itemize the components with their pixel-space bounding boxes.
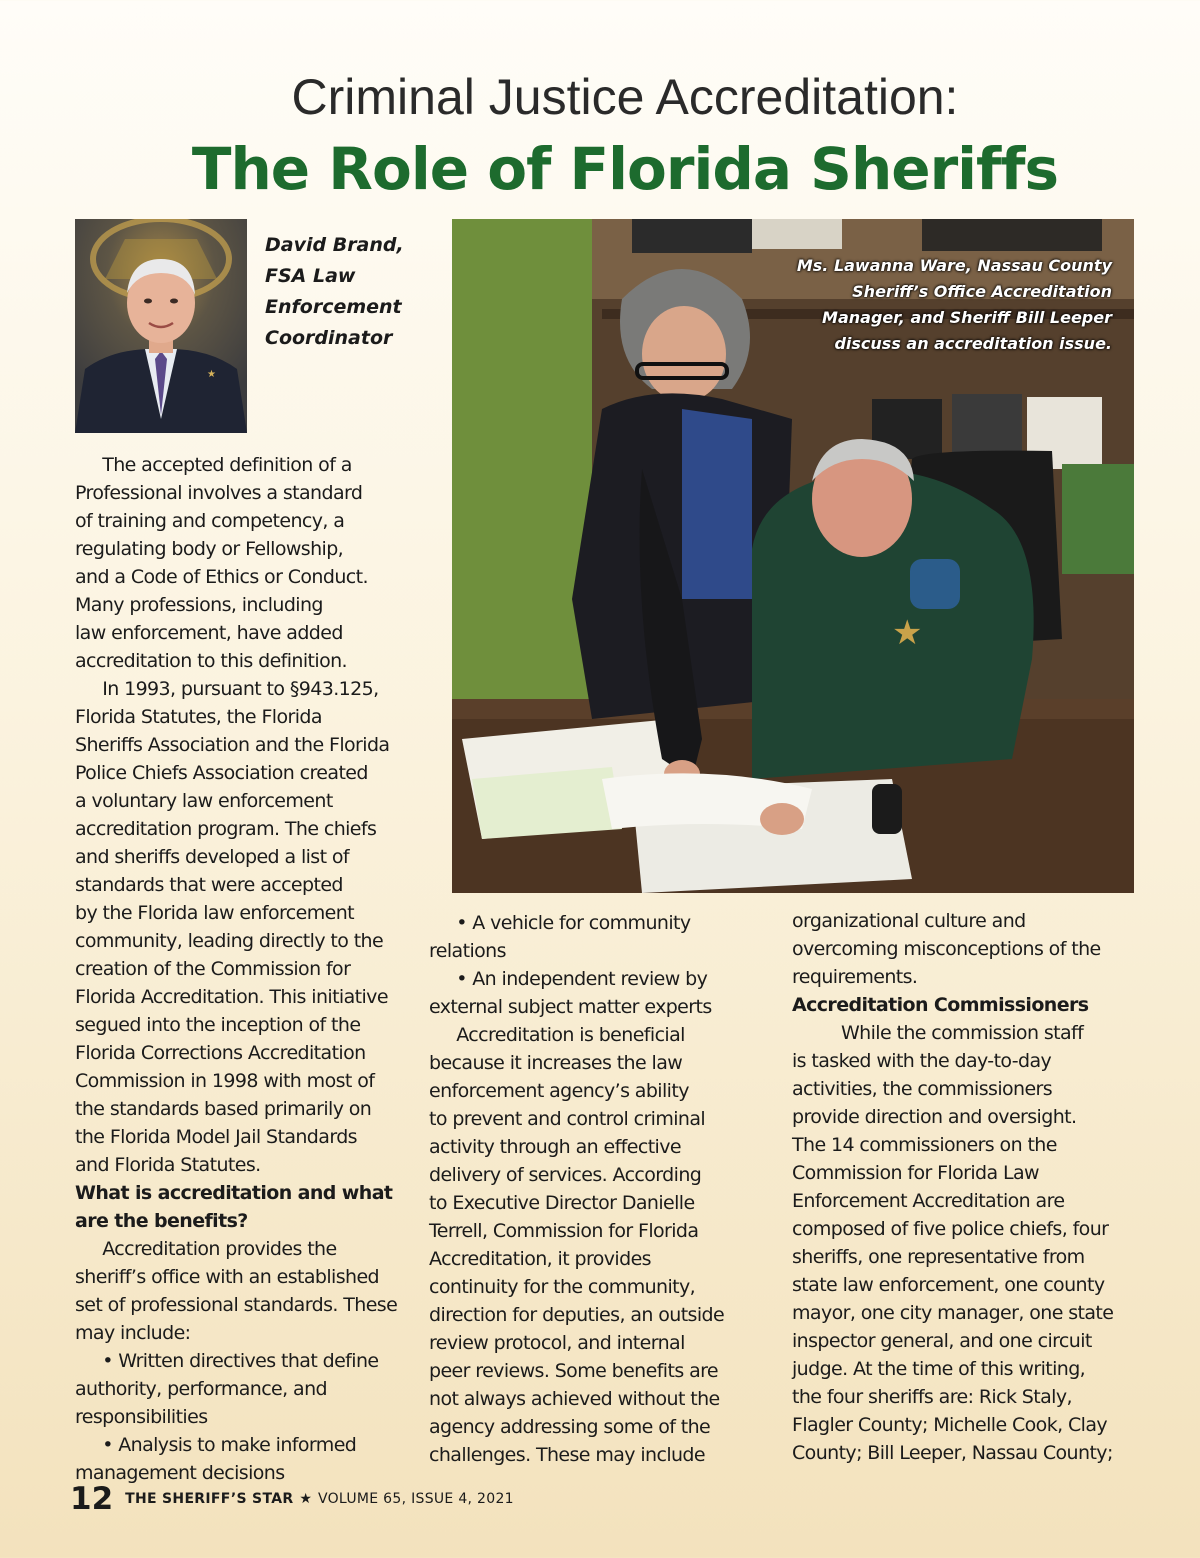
- text-line: Enforcement Accreditation are: [792, 1190, 1065, 1212]
- text-line: Commission for Florida Law: [792, 1162, 1039, 1184]
- text-line: The 14 commissioners on the: [792, 1134, 1057, 1156]
- text-line: Florida Accreditation. This initiative: [75, 986, 388, 1008]
- text-line: Commission in 1998 with most of: [75, 1070, 375, 1092]
- page-number: 12: [70, 1481, 114, 1517]
- text-line: external subject matter experts: [429, 996, 712, 1018]
- byline-line: Coordinator: [265, 327, 393, 349]
- text-line: to Executive Director Danielle: [429, 1192, 695, 1214]
- text-line: organizational culture and: [792, 910, 1026, 932]
- text-line: composed of five police chiefs, four: [792, 1218, 1109, 1240]
- text-line: segued into the inception of the: [75, 1014, 361, 1036]
- text-line: responsibilities: [75, 1406, 208, 1428]
- text-line: challenges. These may include: [429, 1444, 705, 1466]
- text-line: Accreditation, it provides: [429, 1248, 651, 1270]
- caption-line: Ms. Lawanna Ware, Nassau County: [796, 256, 1112, 275]
- text-line: the Florida Model Jail Standards: [75, 1126, 357, 1148]
- title-line-2: The Role of Florida Sheriffs: [191, 135, 1059, 203]
- bullet-line: • A vehicle for community: [429, 912, 691, 934]
- issue-info: VOLUME 65, ISSUE 4, 2021: [317, 1491, 514, 1507]
- star-icon: ★: [299, 1491, 312, 1507]
- text-line: to prevent and control criminal: [429, 1108, 706, 1130]
- text-line: because it increases the law: [429, 1052, 683, 1074]
- text-line: and sheriffs developed a list of: [75, 846, 350, 868]
- text-line: sheriffs, one representative from: [792, 1246, 1085, 1268]
- article-column-2: [429, 909, 769, 1469]
- text-line: regulating body or Fellowship,: [75, 538, 344, 560]
- byline-line: FSA Law: [265, 265, 356, 287]
- svg-text:★: ★: [892, 613, 923, 653]
- text-line: management decisions: [75, 1462, 285, 1484]
- text-line: and a Code of Ethics or Conduct.: [75, 566, 368, 588]
- text-line: state law enforcement, one county: [792, 1274, 1105, 1296]
- text-line: law enforcement, have added: [75, 622, 343, 644]
- author-portrait-image: [75, 219, 247, 433]
- text-line: Accreditation provides the: [75, 1238, 337, 1260]
- page-footer: [70, 1481, 514, 1517]
- text-line: delivery of services. According: [429, 1164, 702, 1186]
- text-line: inspector general, and one circuit: [792, 1330, 1092, 1352]
- text-line: mayor, one city manager, one state: [792, 1302, 1114, 1324]
- text-line: a voluntary law enforcement: [75, 790, 333, 812]
- caption-line: Manager, and Sheriff Bill Leeper: [822, 308, 1112, 327]
- text-line: set of professional standards. These: [75, 1294, 398, 1316]
- text-line: and Florida Statutes.: [75, 1154, 261, 1176]
- byline-line: Enforcement: [265, 296, 402, 318]
- text-line: not always achieved without the: [429, 1388, 720, 1410]
- text-line: direction for deputies, an outside: [429, 1304, 725, 1326]
- text-line: accreditation program. The chiefs: [75, 818, 377, 840]
- text-line: enforcement agency’s ability: [429, 1080, 689, 1102]
- text-line: Professional involves a standard: [75, 482, 363, 504]
- text-line: the four sheriffs are: Rick Staly,: [792, 1386, 1072, 1408]
- text-line: requirements.: [792, 966, 918, 988]
- text-line: activity through an effective: [429, 1136, 681, 1158]
- text-line: provide direction and oversight.: [792, 1106, 1077, 1128]
- text-line: continuity for the community,: [429, 1276, 696, 1298]
- text-line: sheriff’s office with an established: [75, 1266, 379, 1288]
- text-line: overcoming misconceptions of the: [792, 938, 1101, 960]
- text-line: judge. At the time of this writing,: [792, 1358, 1086, 1380]
- text-line: relations: [429, 940, 506, 962]
- article-column-1: [75, 451, 425, 1487]
- text-line: accreditation to this definition.: [75, 650, 347, 672]
- text-line: The accepted definition of a: [75, 454, 352, 476]
- text-line: Florida Corrections Accreditation: [75, 1042, 366, 1064]
- text-line: authority, performance, and: [75, 1378, 327, 1400]
- text-line: In 1993, pursuant to §943.125,: [75, 678, 379, 700]
- text-line: by the Florida law enforcement: [75, 902, 354, 924]
- section-heading: What is accreditation and what: [75, 1182, 393, 1204]
- section-heading: are the benefits?: [75, 1210, 248, 1232]
- bullet-line: • Written directives that define: [75, 1350, 379, 1372]
- text-line: Flagler County; Michelle Cook, Clay: [792, 1414, 1108, 1436]
- text-line: standards that were accepted: [75, 874, 343, 896]
- text-line: creation of the Commission for: [75, 958, 351, 980]
- byline-line: David Brand,: [265, 234, 404, 256]
- photo-caption: [797, 253, 1112, 357]
- publication-name: THE SHERIFF’S STAR: [125, 1491, 294, 1507]
- svg-text:★: ★: [207, 369, 216, 380]
- text-line: community, leading directly to the: [75, 930, 384, 952]
- bullet-line: • An independent review by: [429, 968, 708, 990]
- text-line: While the commission staff: [792, 1022, 1084, 1044]
- text-line: of training and competency, a: [75, 510, 345, 532]
- title-line-1: Criminal Justice Accreditation:: [291, 69, 959, 125]
- feature-photo: [452, 219, 1134, 893]
- text-line: review protocol, and internal: [429, 1332, 685, 1354]
- text-line: Many professions, including: [75, 594, 323, 616]
- author-byline: [265, 230, 415, 354]
- section-heading: Accreditation Commissioners: [792, 994, 1089, 1016]
- text-line: peer reviews. Some benefits are: [429, 1360, 718, 1382]
- author-portrait: [75, 219, 247, 433]
- text-line: Terrell, Commission for Florida: [429, 1220, 699, 1242]
- text-line: activities, the commissioners: [792, 1078, 1053, 1100]
- text-line: the standards based primarily on: [75, 1098, 372, 1120]
- text-line: agency addressing some of the: [429, 1416, 711, 1438]
- text-line: Sheriffs Association and the Florida: [75, 734, 390, 756]
- article-column-3: [792, 907, 1142, 1467]
- text-line: is tasked with the day-to-day: [792, 1050, 1052, 1072]
- text-line: Florida Statutes, the Florida: [75, 706, 322, 728]
- caption-line: Sheriff’s Office Accreditation: [852, 282, 1112, 301]
- text-line: Police Chiefs Association created: [75, 762, 368, 784]
- caption-line: discuss an accreditation issue.: [834, 334, 1112, 353]
- bullet-line: • Analysis to make informed: [75, 1434, 357, 1456]
- text-line: County; Bill Leeper, Nassau County;: [792, 1442, 1113, 1464]
- text-line: may include:: [75, 1322, 191, 1344]
- text-line: Accreditation is beneficial: [429, 1024, 685, 1046]
